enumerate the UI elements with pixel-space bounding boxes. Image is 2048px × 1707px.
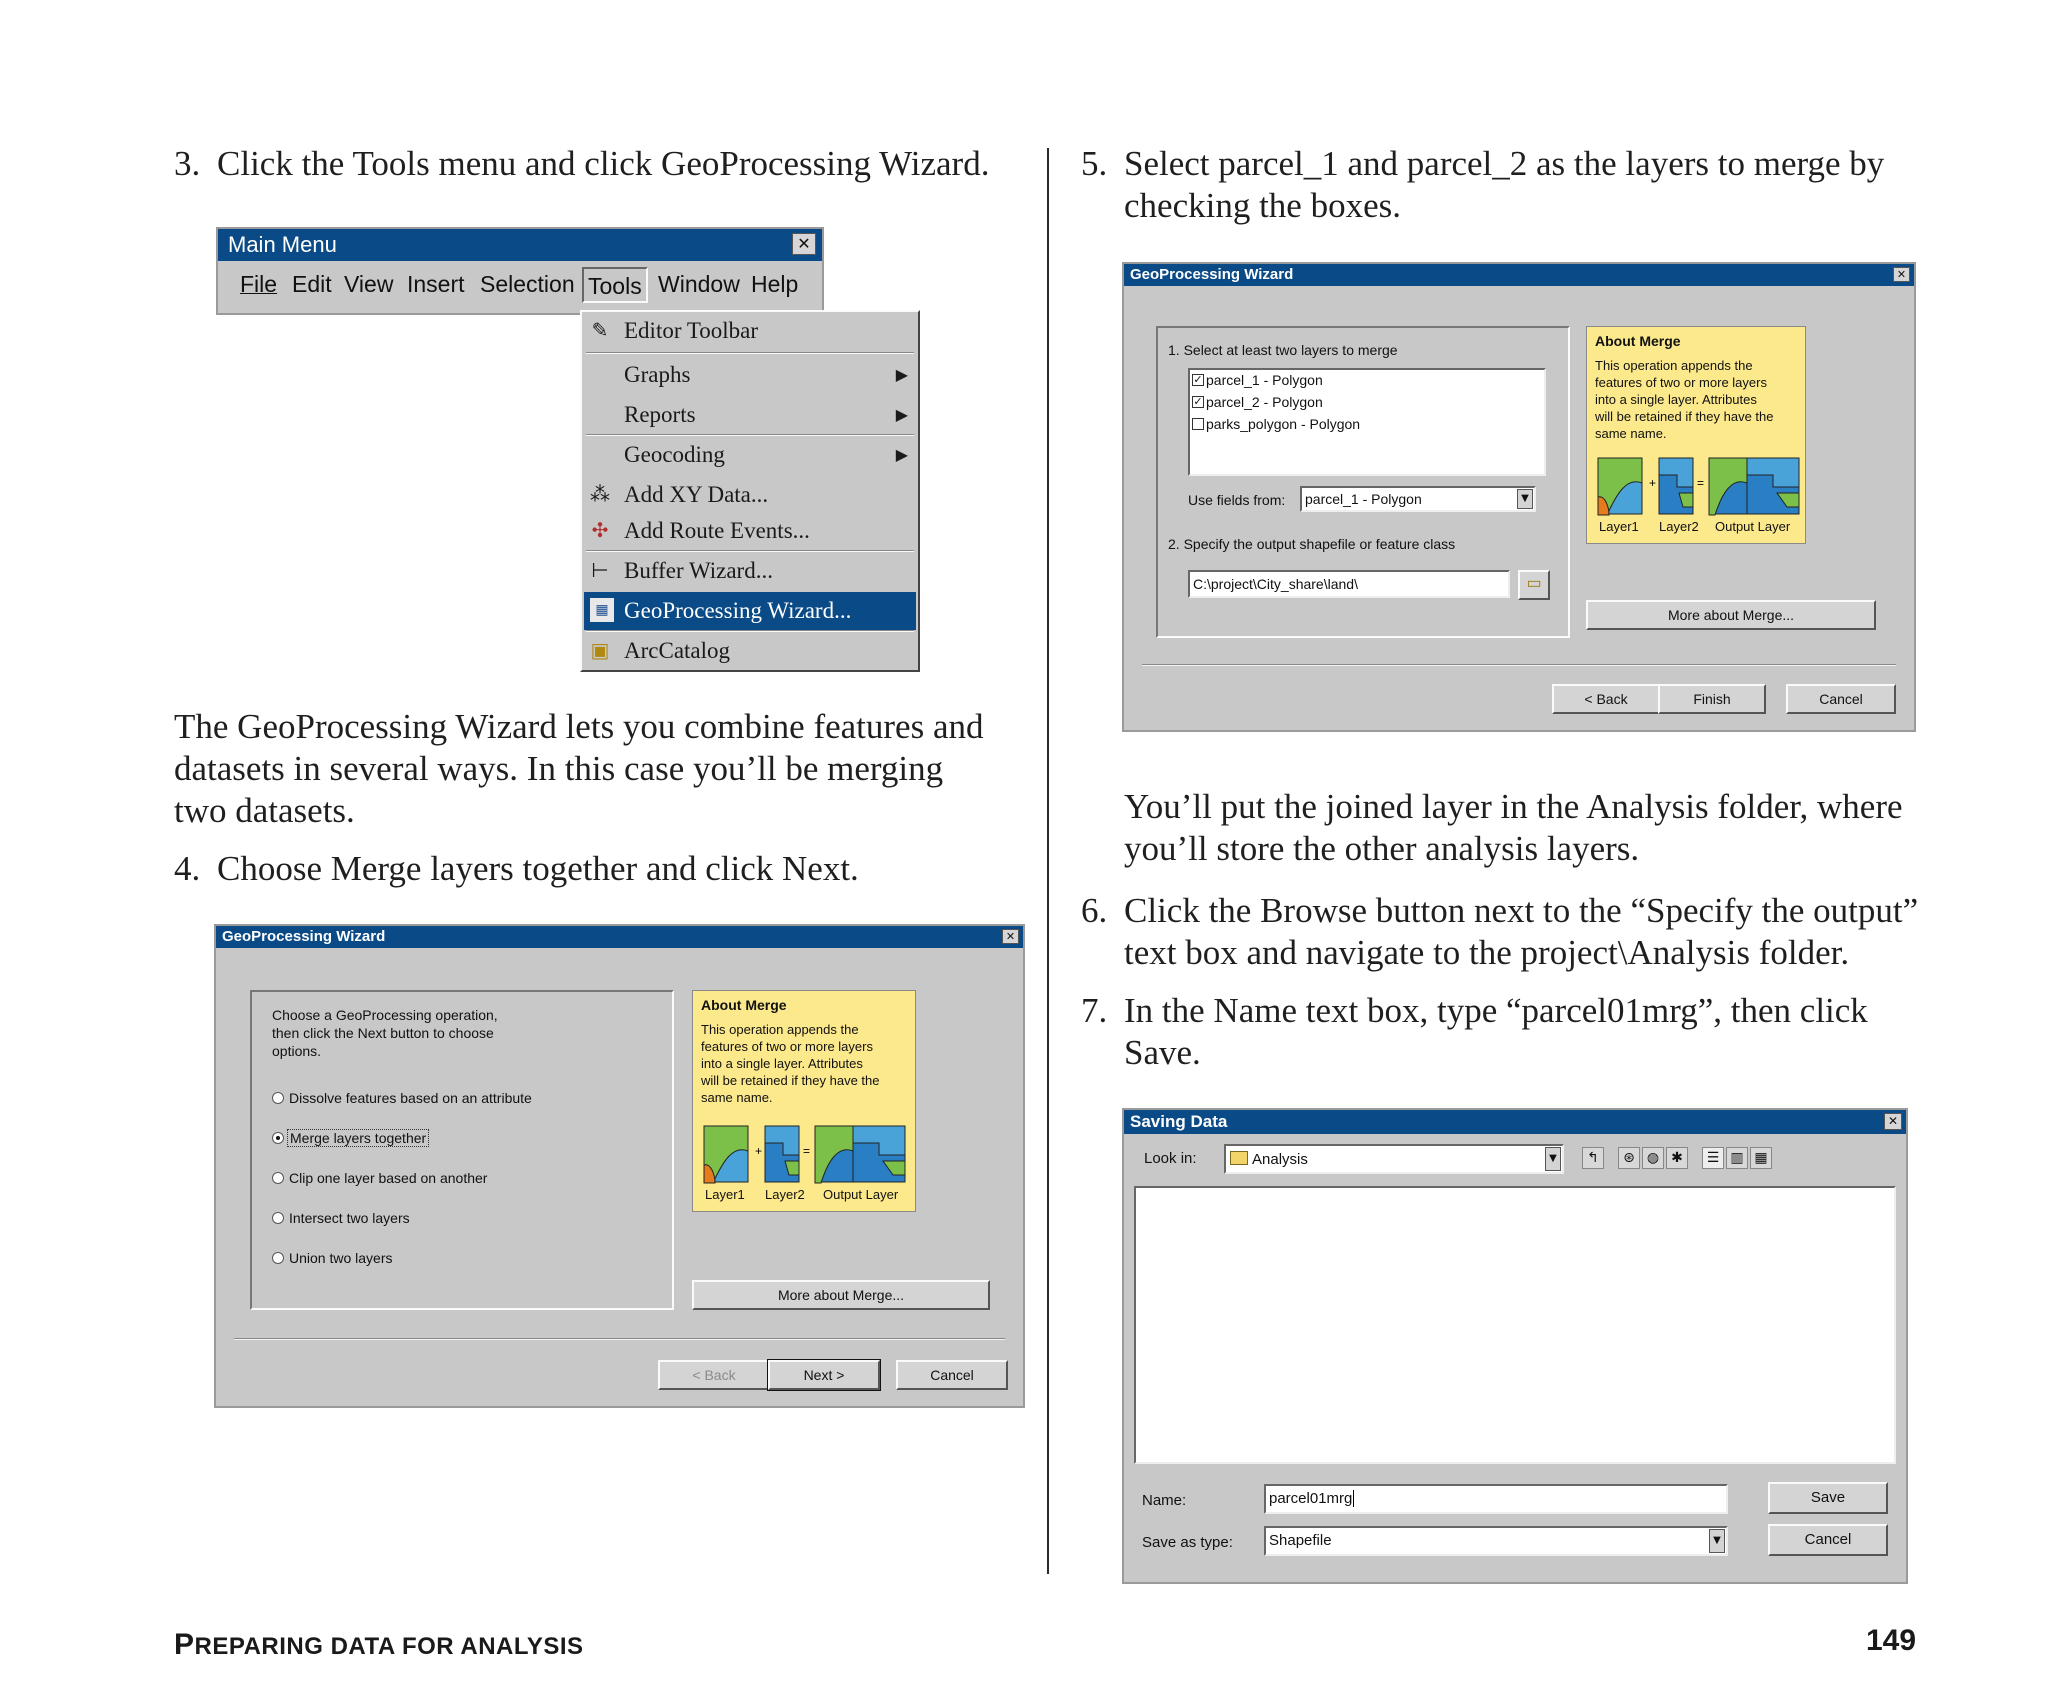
step-text: Choose Merge layers together and click Next.: [217, 849, 859, 888]
radio-union[interactable]: [272, 1252, 284, 1264]
step-text: Click the Tools menu and click GeoProcessing Wizard.: [217, 144, 990, 183]
diagram-label: Layer2: [1659, 519, 1699, 534]
layer-list: [1188, 368, 1546, 476]
chevron-down-icon[interactable]: ▼: [1545, 1147, 1561, 1171]
more-about-merge-button[interactable]: More about Merge...: [1586, 600, 1876, 630]
menu-item-geocoding[interactable]: Geocoding ▶: [582, 436, 918, 474]
wizard-title: GeoProcessing Wizard: [1130, 266, 1294, 283]
menu-window[interactable]: Window: [658, 271, 740, 297]
radio-label: Merge layers together: [287, 1129, 429, 1147]
radio-intersect[interactable]: [272, 1212, 284, 1224]
about-text: This operation appends the features of two or more layers into a single layer. Attributes will be retained if they have the same name.: [701, 1022, 880, 1105]
step-number: 4.: [174, 849, 201, 888]
file-browser-area[interactable]: [1134, 1186, 1896, 1464]
layer-label: parcel_1 - Polygon: [1206, 372, 1323, 388]
finish-button[interactable]: Finish: [1658, 684, 1766, 714]
main-menu-titlebar: [218, 229, 822, 261]
menu-item-graphs[interactable]: Graphs ▶: [582, 356, 918, 394]
output-path-input[interactable]: C:\project\City_share\land\: [1188, 570, 1510, 598]
equals-sign: =: [803, 1144, 811, 1158]
operation-prompt: Choose a GeoProcessing operation, then click the Next button to choose options.: [272, 1007, 498, 1059]
step-number: 5.: [1081, 144, 1108, 183]
menu-edit[interactable]: Edit: [292, 271, 332, 297]
route-events-icon: ✣: [591, 518, 609, 542]
diagram-label: Output Layer: [1715, 519, 1791, 534]
menu-item-reports[interactable]: Reports ▶: [582, 396, 918, 434]
save-as-type-dropdown[interactable]: Shapefile ▼: [1264, 1526, 1728, 1556]
submenu-arrow-icon: ▶: [895, 445, 908, 464]
menu-help[interactable]: Help: [751, 271, 799, 297]
about-merge-panel: [692, 990, 916, 1212]
column-divider: [1047, 148, 1049, 1574]
menu-item-add-xy-data[interactable]: ⁂ Add XY Data...: [590, 482, 769, 507]
dialog-titlebar: [1124, 1110, 1906, 1134]
xy-data-icon: ⁂: [590, 482, 610, 506]
look-in-label: Look in:: [1144, 1150, 1197, 1167]
menu-file[interactable]: File: [240, 271, 278, 297]
menu-view[interactable]: View: [344, 271, 394, 297]
section-footer: PREPARING DATA FOR ANALYSIS: [174, 1628, 584, 1661]
menu-separator: [586, 352, 914, 354]
diagram-label: Layer1: [1599, 519, 1639, 534]
plus-sign: +: [1649, 476, 1657, 490]
step-text: Select parcel_1 and parcel_2 as the layers to merge by checking the boxes.: [1124, 144, 1885, 225]
checkbox-parcel-1[interactable]: ✓: [1193, 373, 1203, 386]
browse-folder-button[interactable]: [1518, 570, 1550, 600]
use-fields-dropdown[interactable]: parcel_1 - Polygon ▼: [1300, 486, 1536, 512]
close-icon[interactable]: ✕: [1893, 267, 1910, 282]
cancel-button[interactable]: Cancel: [1768, 1524, 1888, 1556]
saving-data-dialog: [1122, 1108, 1908, 1584]
chevron-down-icon[interactable]: ▼: [1709, 1529, 1725, 1553]
back-button[interactable]: < Back: [658, 1360, 770, 1390]
save-as-type-label: Save as type:: [1142, 1534, 1233, 1551]
radio-merge[interactable]: [272, 1132, 284, 1144]
radio-dissolve[interactable]: [272, 1092, 284, 1104]
list-view-icon[interactable]: ☰: [1702, 1147, 1724, 1169]
submenu-arrow-icon: ▶: [895, 405, 908, 424]
cancel-button[interactable]: Cancel: [1786, 684, 1896, 714]
output-label: 2. Specify the output shapefile or feature class: [1168, 536, 1456, 552]
thumbnails-view-icon[interactable]: ▦: [1750, 1147, 1772, 1169]
close-icon[interactable]: ✕: [1002, 929, 1019, 944]
step-7: [1081, 990, 1981, 1074]
radio-label: Intersect two layers: [289, 1210, 410, 1226]
radio-label: Dissolve features based on an attribute: [289, 1090, 532, 1106]
close-icon[interactable]: ✕: [792, 233, 816, 255]
name-input[interactable]: parcel01mrg: [1264, 1484, 1728, 1514]
wizard-titlebar: [1124, 264, 1914, 286]
checkbox-parcel-2[interactable]: ✓: [1193, 395, 1203, 408]
step-4: [174, 848, 1034, 890]
plus-sign: +: [755, 1144, 763, 1158]
main-menu-title: Main Menu: [228, 232, 337, 257]
step-6: [1081, 890, 1981, 974]
dialog-title: Saving Data: [1130, 1112, 1228, 1131]
save-button[interactable]: Save: [1768, 1482, 1888, 1514]
about-title: About Merge: [701, 997, 787, 1013]
cancel-button[interactable]: Cancel: [896, 1360, 1008, 1390]
folder-icon: [1230, 1151, 1248, 1165]
merge-diagram: [1597, 457, 1801, 517]
disconnect-folder-icon[interactable]: ◍: [1642, 1147, 1664, 1169]
step-5: [1081, 143, 1981, 227]
main-menu-window: [216, 227, 824, 315]
wizard-separator: [234, 1338, 1005, 1340]
step-number: 6.: [1081, 891, 1108, 930]
equals-sign: =: [1697, 476, 1705, 490]
wizard-titlebar: [216, 926, 1023, 948]
up-folder-icon[interactable]: ↰: [1582, 1147, 1604, 1169]
merge-diagram: [703, 1125, 907, 1185]
menu-item-arccatalog[interactable]: ▣ ArcCatalog: [582, 632, 918, 670]
intro-paragraph: The GeoProcessing Wizard lets you combine features and datasets in several ways. In this case you’ll be merging two datasets.: [174, 707, 984, 830]
wizard-title: GeoProcessing Wizard: [222, 928, 386, 945]
geoprocessing-icon: ▦: [590, 598, 614, 622]
analysis-folder-note: You’ll put the joined layer in the Analysis folder, where you’ll store the other analysis layers.: [1124, 787, 1903, 868]
about-text: This operation appends the features of two or more layers into a single layer. Attributes will be retained if they have the same name.: [1595, 358, 1774, 441]
radio-clip[interactable]: [272, 1172, 284, 1184]
folder-open-icon: ▭: [1526, 575, 1542, 592]
back-button[interactable]: < Back: [1552, 684, 1660, 714]
buffer-icon: ⊢: [591, 558, 609, 582]
arccatalog-icon: ▣: [590, 638, 610, 662]
menu-tools[interactable]: Tools: [582, 267, 648, 303]
editor-icon: ✎: [591, 318, 609, 342]
chevron-down-icon[interactable]: ▼: [1517, 489, 1533, 509]
menu-item-buffer-wizard[interactable]: ⊢ Buffer Wizard...: [582, 552, 918, 590]
geoprocessing-wizard-step2: [1122, 262, 1916, 732]
use-fields-label: Use fields from:: [1188, 492, 1286, 508]
about-title: About Merge: [1595, 333, 1681, 349]
new-folder-icon[interactable]: ✱: [1666, 1147, 1688, 1169]
layer-label: parks_polygon - Polygon: [1206, 416, 1361, 432]
more-about-merge-button[interactable]: More about Merge...: [692, 1280, 990, 1310]
step-text: Click the Browse button next to the “Specify the output” text box and navigate to the project\Analysis folder.: [1124, 891, 1919, 972]
checkbox-parks-polygon[interactable]: [1192, 418, 1204, 430]
name-label: Name:: [1142, 1492, 1187, 1509]
close-icon[interactable]: ✕: [1884, 1113, 1902, 1130]
details-view-icon[interactable]: ▥: [1726, 1147, 1748, 1169]
geoprocessing-wizard-step1: [214, 924, 1025, 1408]
radio-label: Clip one layer based on another: [289, 1170, 488, 1186]
menu-selection[interactable]: Selection: [480, 271, 575, 297]
step-text: In the Name text box, type “parcel01mrg”, then click Save.: [1124, 991, 1868, 1072]
radio-label: Union two layers: [289, 1250, 393, 1266]
diagram-label: Layer1: [705, 1187, 745, 1202]
connect-folder-icon[interactable]: ⊛: [1618, 1147, 1640, 1169]
select-layers-label: 1. Select at least two layers to merge: [1168, 342, 1398, 358]
look-in-dropdown[interactable]: Analysis ▼: [1224, 1144, 1564, 1174]
submenu-arrow-icon: ▶: [895, 365, 908, 384]
menu-insert[interactable]: Insert: [407, 271, 465, 297]
diagram-label: Layer2: [765, 1187, 805, 1202]
page-number: 149: [1866, 1624, 1917, 1657]
menu-item-geoprocessing-wizard[interactable]: ▦ GeoProcessing Wizard...: [584, 592, 916, 630]
next-button[interactable]: Next >: [768, 1360, 880, 1390]
step-number: 3.: [174, 144, 201, 183]
about-merge-panel: [1586, 326, 1806, 544]
step-number: 7.: [1081, 991, 1108, 1030]
step-3: [174, 143, 1034, 185]
menu-item-editor-toolbar[interactable]: ✎ Editor Toolbar: [582, 312, 918, 350]
menu-item-add-route-events[interactable]: ✣ Add Route Events...: [582, 512, 918, 550]
tools-dropdown: [580, 310, 920, 672]
menubar: [218, 267, 822, 303]
diagram-label: Output Layer: [823, 1187, 899, 1202]
wizard-separator: [1142, 664, 1896, 666]
layer-label: parcel_2 - Polygon: [1206, 394, 1323, 410]
